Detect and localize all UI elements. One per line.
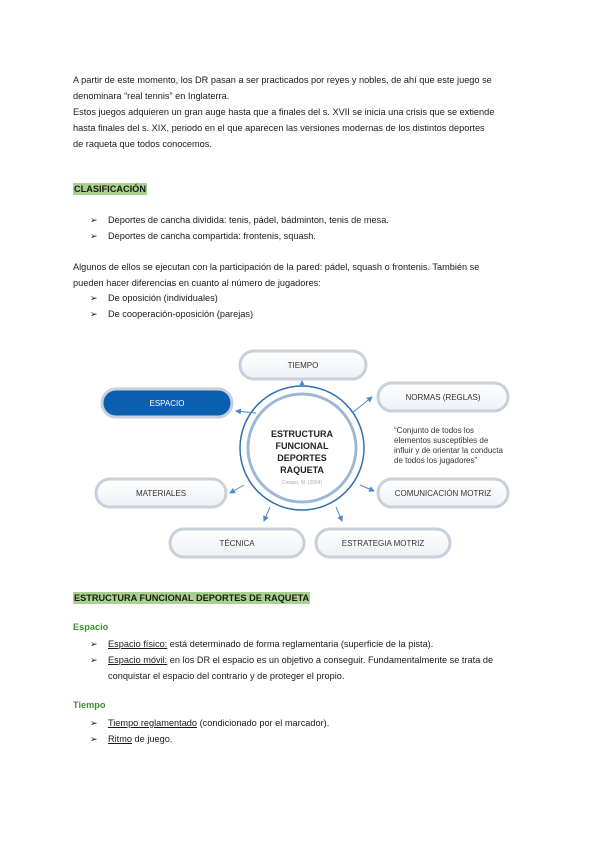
center-credit: Crespo, M. (2004) bbox=[281, 480, 323, 486]
svg-text:ESPACIO: ESPACIO bbox=[149, 399, 185, 408]
quote-line-2: elementos susceptibles de bbox=[394, 436, 489, 445]
paragraph-line: Algunos de ellos se ejecutan con la participación de la pared: pádel, squash o frontenis. También se bbox=[73, 262, 480, 272]
term-label: Espacio físico: bbox=[108, 639, 168, 649]
node-espacio bbox=[102, 389, 232, 417]
center-title-2: FUNCIONAL bbox=[275, 441, 329, 451]
arrow-materiales bbox=[230, 485, 244, 493]
estructura-funcional-diagram bbox=[90, 345, 530, 575]
bullet-arrow-icon: ➢ bbox=[90, 309, 98, 319]
clasificacion-heading: CLASIFICACIÓN bbox=[74, 184, 146, 194]
intro-line-3: Estos juegos adquieren un gran auge hasta que a finales del s. XVII se inicia una crisis que se extiende bbox=[73, 107, 495, 117]
bullet-arrow-icon: ➢ bbox=[90, 639, 98, 649]
intro-line-1: A partir de este momento, los DR pasan a ser practicados por reyes y nobles, de ahí que este juego se bbox=[73, 75, 492, 85]
espacio-list bbox=[90, 636, 493, 668]
bullet-arrow-icon: ➢ bbox=[90, 718, 98, 728]
quote-line-4: de todos los jugadores” bbox=[394, 456, 478, 465]
tiempo-list bbox=[90, 715, 329, 747]
term-label: Espacio móvil: bbox=[108, 655, 168, 665]
node-comunicacion bbox=[378, 479, 508, 507]
center-title-4: RAQUETA bbox=[280, 465, 324, 475]
jugadores-list bbox=[90, 290, 253, 322]
arrow-comunicacion bbox=[360, 485, 374, 491]
node-materiales bbox=[96, 479, 226, 507]
list-item: ➢ Ritmo de juego. bbox=[90, 731, 329, 747]
list-item: ➢ Deportes de cancha dividida: tenis, pádel, bádminton, tenis de mesa. bbox=[90, 212, 389, 228]
estructura-heading: ESTRUCTURA FUNCIONAL DEPORTES DE RAQUETA bbox=[74, 593, 310, 603]
svg-text:COMUNICACIÓN MOTRIZ: COMUNICACIÓN MOTRIZ bbox=[394, 489, 492, 498]
arrow-tecnica bbox=[264, 507, 270, 521]
svg-text:TÉCNICA: TÉCNICA bbox=[219, 539, 255, 548]
intro-line-5: de raqueta que todos conocemos. bbox=[73, 139, 212, 149]
bullet-arrow-icon: ➢ bbox=[90, 293, 98, 303]
paragraph-line: pueden hacer diferencias en cuanto al número de jugadores: bbox=[73, 278, 321, 288]
node-tecnica bbox=[170, 529, 304, 557]
list-item: ➢ Espacio físico: está determinado de forma reglamentaria (superficie de la pista). bbox=[90, 636, 493, 652]
intro-line-4: hasta finales del s. XIX, periodo en el que aparecen las versiones modernas de los distintos deportes bbox=[73, 123, 485, 133]
svg-text:TIEMPO: TIEMPO bbox=[287, 361, 319, 370]
list-item: ➢ Deportes de cancha compartida: frontenis, squash. bbox=[90, 228, 389, 244]
svg-text:MATERIALES: MATERIALES bbox=[135, 489, 187, 498]
arrow-estrategia bbox=[336, 507, 342, 521]
center-title-1: ESTRUCTURA bbox=[271, 429, 333, 439]
quote-line-1: “Conjunto de todos los bbox=[394, 426, 475, 435]
bullet-arrow-icon: ➢ bbox=[90, 655, 98, 665]
node-estrategia bbox=[316, 529, 450, 557]
term-label: Ritmo bbox=[108, 734, 132, 744]
list-item: ➢ De cooperación-oposición (parejas) bbox=[90, 306, 253, 322]
center-title-3: DEPORTES bbox=[277, 453, 327, 463]
bullet-arrow-icon: ➢ bbox=[90, 231, 98, 241]
quote-line-3: influir y de orientar la conducta bbox=[394, 446, 503, 455]
node-normas bbox=[378, 383, 508, 411]
intro-line-2: denominara “real tennis” en Inglaterra. bbox=[73, 91, 230, 101]
espacio-subheading: Espacio bbox=[73, 622, 109, 632]
arrow-espacio bbox=[236, 411, 256, 413]
paragraph-line: conquistar el espacio del contrario y de proteger el propio. bbox=[108, 671, 345, 681]
clasificacion-list bbox=[90, 212, 389, 244]
bullet-arrow-icon: ➢ bbox=[90, 734, 98, 744]
list-item: ➢ Tiempo reglamentado (condicionado por el marcador). bbox=[90, 715, 329, 731]
tiempo-subheading: Tiempo bbox=[73, 700, 106, 710]
node-tiempo bbox=[240, 351, 366, 379]
term-label: Tiempo reglamentado bbox=[108, 718, 198, 728]
svg-text:NORMAS (REGLAS): NORMAS (REGLAS) bbox=[405, 393, 481, 402]
arrow-normas bbox=[352, 397, 372, 413]
list-item: ➢ Espacio móvil: en los DR el espacio es un objetivo a conseguir. Fundamentalmente se trata de bbox=[90, 652, 493, 668]
list-item: ➢ De oposición (individuales) bbox=[90, 290, 253, 306]
svg-text:ESTRATEGIA MOTRIZ: ESTRATEGIA MOTRIZ bbox=[341, 539, 425, 548]
bullet-arrow-icon: ➢ bbox=[90, 215, 98, 225]
